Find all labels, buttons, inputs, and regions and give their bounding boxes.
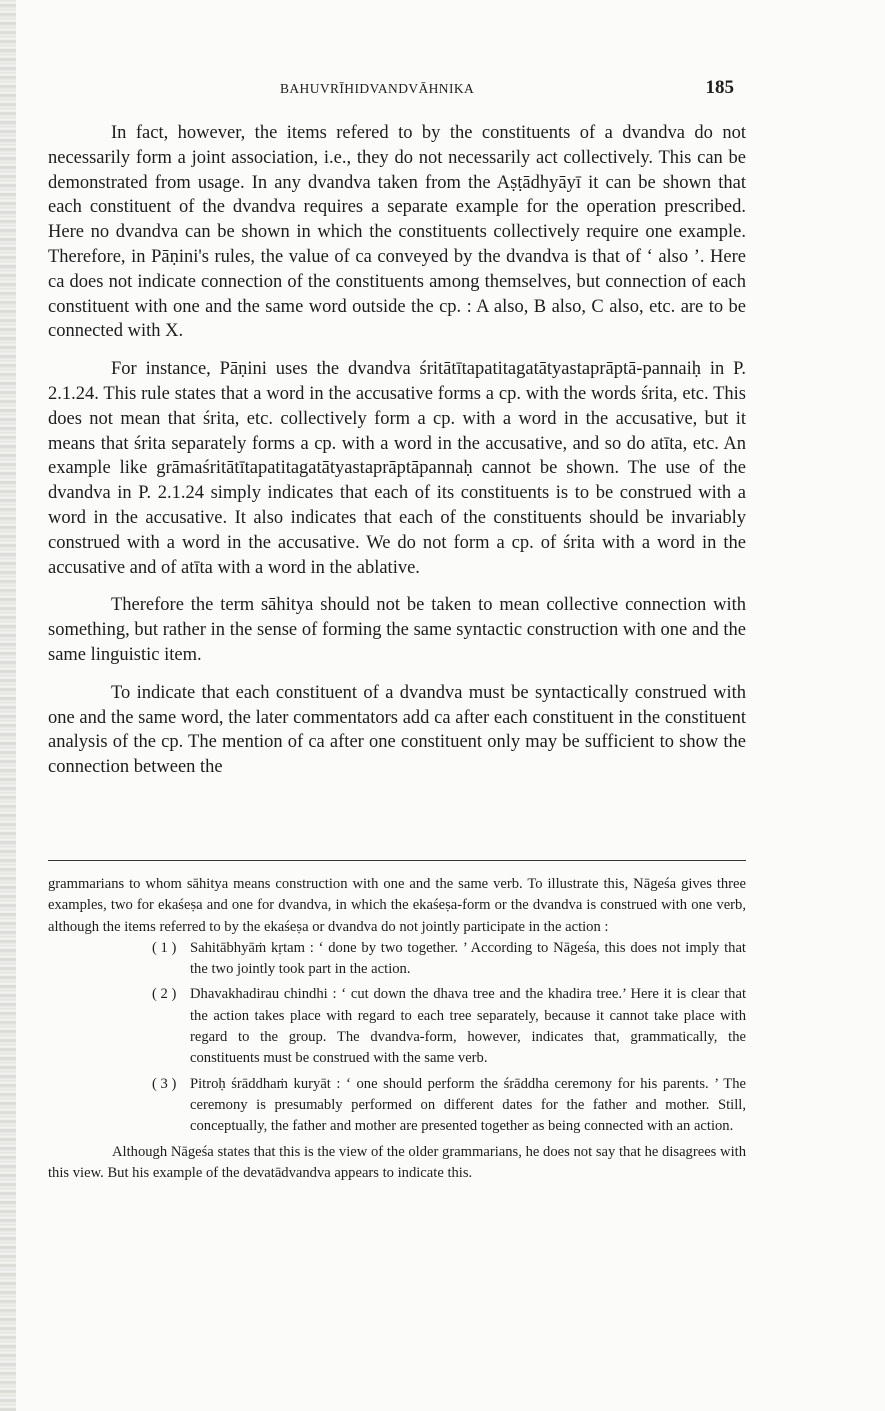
scan-binding-edge (0, 0, 16, 1411)
footnote-intro: grammarians to whom sāhitya means construction with one and the same verb. To illustrate this, Nāgeśa gives three examples, two for ekaśeṣa and one for dvandva, in which the ekaśeṣa-form or the dvandva is construed with one verb, although the items referred to by the ekaśeṣa or dvandva do not jointly participate in the action : (48, 876, 746, 935)
page-number: 185 (705, 77, 734, 98)
paragraph: Therefore the term sāhitya should not be taken to mean collective connection with something, but rather in the sense of forming the same syntactic construction with one and the same linguistic item. (48, 595, 746, 665)
footnote-example (152, 984, 746, 1069)
footnote-closing: Although Nāgeśa states that this is the view of the older grammarians, he does not say that he disagrees with this view. But his example of the devatādvandva appears to indicate this. (48, 1143, 746, 1181)
footnotes (48, 874, 746, 1184)
footnote-divider (48, 860, 746, 861)
paragraph: For instance, Pāṇini uses the dvandva śritātītapatitagatātyastaprāptā-pannaiḥ in P. 2.1.24. This rule states that a word in the accusative forms a cp. with the words śrita, etc. This does not mean that śrita, etc. collectively form a cp. with a word in the accusative, but it means that śrita separately forms a cp. with a word in the accusative, and so do atīta, etc. An example like grāmaśritātītapatitagatātyastaprāptāpannaḥ cannot be shown. The use of the dvandva in P. 2.1.24 simply indicates that each of its constituents is to be construed with a word in the accusative. It also indicates that each of the constituents should be invariably construed with a word in the accusative. We do not form a cp. of śrita with a word in the accusative and of atīta with a word in the ablative. (48, 359, 746, 578)
footnote-example-list (48, 938, 746, 1138)
running-head (48, 77, 748, 102)
example-number: ( 3 ) (152, 1075, 177, 1092)
paragraph: In fact, however, the items refered to by the constituents of a dvandva do not necessarily form a joint association, i.e., they do not necessarily act collectively. This can be demonstrated from usage. In any dvandva taken from the Aṣṭādhyāyī it can be shown that each constituent of the dvandva requires a separate example for the operation prescribed. Here no dvandva can be shown in which the constituents collectively require one example. Therefore, in Pāṇini's rules, the value of ca conveyed by the dvandva is that of ‘ also ’. Here ca does not indicate connection of the constituents among themselves, but connection of each constituent with one and the same word outside the cp. : A also, B also, C also, etc. are to be connected with X. (48, 123, 746, 342)
running-title: BAHUVRĪHIDVANDVĀHNIKA (280, 81, 475, 96)
main-text (48, 121, 746, 793)
example-number: ( 1 ) (152, 939, 177, 956)
example-number: ( 2 ) (152, 986, 177, 1003)
paragraph: To indicate that each constituent of a dvandva must be syntactically construed with one and the same word, the later commentators add ca after each constituent in the constituent analysis of the cp. The mention of ca after one constituent only may be sufficient to show the connection between the (48, 682, 746, 778)
example-text: Sahitābhyāṁ kṛtam : ‘ done by two together. ’ According to Nāgeśa, this does not imply that the two jointly took part in the action. (190, 939, 746, 978)
footnote-example (152, 938, 746, 981)
footnote-example (152, 1074, 746, 1138)
example-text: Pitroḥ śrāddhaṁ kuryāt : ‘ one should perform the śrāddha ceremony for his parents. ’ The ceremony is presumably performed on different dates for the father and mother. Still, conceptually, the father and mother are presented together as being connected with an action. (190, 1075, 746, 1135)
example-text: Dhavakhadirau chindhi : ‘ cut down the dhava tree and the khadira tree.’ Here it is clear that the action takes place with regard to each tree separately, because it cannot take place with regard to the group. The dvandva-form, however, indicates that, grammatically, the constituents must be construed with the same verb. (190, 986, 746, 1067)
